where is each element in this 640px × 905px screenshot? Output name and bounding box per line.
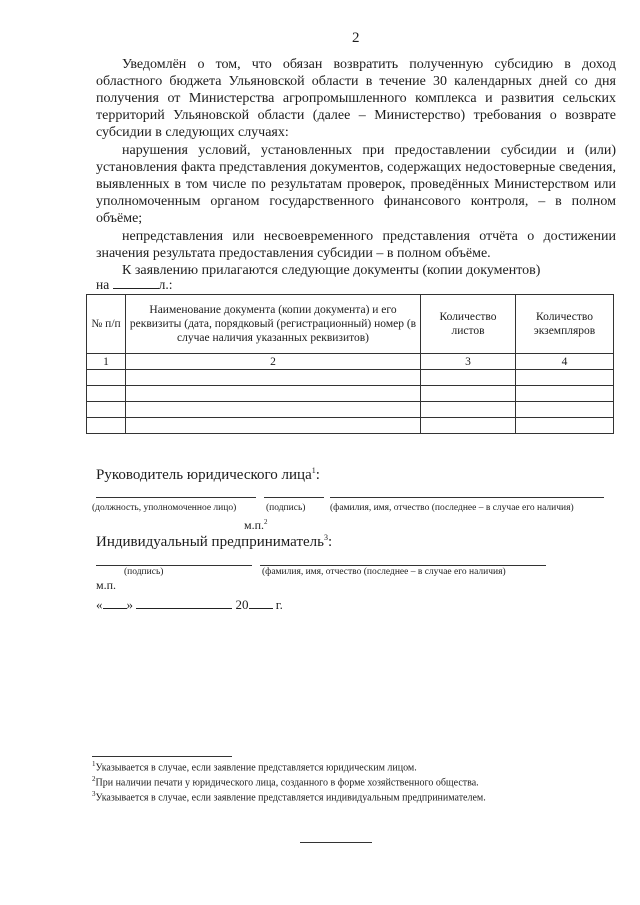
date-month-blank[interactable]: [136, 596, 232, 609]
attachments-text: К заявлению прилагаются следующие документы (копии документов): [122, 263, 541, 278]
index-cell-2: 2: [126, 354, 421, 370]
footnote-2: [92, 775, 479, 788]
documents-table: [86, 294, 614, 434]
page-number: 2: [352, 30, 360, 46]
case1-paragraph: [96, 142, 616, 227]
intro-paragraph: [96, 56, 616, 141]
date-year-blank[interactable]: [249, 596, 273, 609]
sheet-count-suffix: л.:: [158, 277, 173, 292]
ip-title-text: Индивидуальный предприниматель: [96, 534, 324, 550]
ip-caption-signature: (подпись): [124, 567, 164, 577]
table-header-row: [87, 295, 614, 354]
ip-signature-title: Индивидуальный предприниматель$^3$:: [96, 533, 333, 550]
stamp-footnote-mark: 2: [264, 518, 268, 526]
signature-line[interactable]: [264, 497, 324, 498]
table-cell[interactable]: [126, 370, 421, 386]
footnote-text: Указывается в случае, если заявление представляется индивидуальным предпринимателем.: [95, 792, 486, 804]
table-cell[interactable]: [516, 370, 614, 386]
table-cell[interactable]: [126, 418, 421, 434]
footnote-1: [92, 760, 417, 773]
table-cell[interactable]: [421, 370, 516, 386]
table-cell[interactable]: [126, 402, 421, 418]
case2-paragraph: [96, 228, 616, 262]
intro-text: Уведомлён о том, что обязан возвратить полученную субсидию в доход областного бюджета Ульяновской области в течение 30 календарных дней со дня получения от Министерства агропромышленного комплекса и развития сельских территорий Ульяновской области (далее – Министерство) требования о возврате субсидии в следующих случаях:: [96, 57, 616, 140]
table-cell[interactable]: [421, 386, 516, 402]
sheet-count-prefix: на: [96, 277, 110, 292]
footnote-separator: [92, 756, 232, 757]
caption-signature: (подпись): [266, 503, 306, 513]
date-open-quote: «: [96, 597, 103, 612]
footnote-text: При наличии печати у юридического лица, созданного в форме хозяйственного общества.: [95, 777, 479, 789]
footnote-text: Указывается в случае, если заявление представляется юридическим лицом.: [95, 762, 417, 774]
head-title-footnote-mark: 1: [311, 466, 316, 475]
header-document-name: Наименование документа (копии документа) и его реквизиты (дата, порядковый (регистрационный) номер (в случае наличия указанных реквизитов): [126, 295, 421, 354]
date-day-blank[interactable]: [103, 596, 127, 609]
footnote-mark: 3: [92, 790, 96, 798]
caption-position: (должность, уполномоченное лицо): [92, 503, 237, 513]
header-copies: Количество экземпляров: [516, 295, 614, 354]
date-close-quote: »: [126, 597, 133, 612]
index-cell-1: 1: [87, 354, 126, 370]
index-cell-3: 3: [421, 354, 516, 370]
table-row: [87, 402, 614, 418]
date-line: [96, 596, 283, 613]
footnote-mark: 2: [92, 775, 96, 783]
name-line[interactable]: [330, 497, 604, 498]
head-signature-title: Руководитель юридического лица$^1$:: [96, 466, 320, 483]
table-cell[interactable]: [87, 386, 126, 402]
header-number: № п/п: [87, 295, 126, 354]
table-row: [87, 418, 614, 434]
table-cell[interactable]: [87, 370, 126, 386]
attachments-paragraph: [96, 262, 616, 279]
closing-rule: [300, 842, 372, 843]
date-year-prefix: 20: [235, 597, 249, 612]
footnote-3: [92, 790, 486, 803]
caption-name: (фамилия, имя, отчество (последнее – в случае его наличия): [330, 503, 574, 513]
table-cell[interactable]: [516, 386, 614, 402]
table-cell[interactable]: [516, 418, 614, 434]
table-row: [87, 370, 614, 386]
table-cell[interactable]: [421, 418, 516, 434]
table-cell[interactable]: [516, 402, 614, 418]
ip-signature-line[interactable]: [96, 565, 252, 566]
table-cell[interactable]: [87, 418, 126, 434]
position-line[interactable]: [96, 497, 256, 498]
date-year-suffix: г.: [275, 597, 283, 612]
stamp-text: м.п.: [244, 518, 265, 532]
table-cell[interactable]: [421, 402, 516, 418]
head-title-text: Руководитель юридического лица: [96, 467, 312, 483]
stamp-label: [244, 518, 268, 533]
case1-text: нарушения условий, установленных при предоставлении субсидии и (или) установления факта представления документов, содержащих недостоверные сведения, выявленных в том числе по результатам проверок, проведённых Министерством или уполномоченным органом государственного финансового контроля, – в полном объёме;: [96, 143, 616, 226]
case2-text: непредставления или несвоевременного представления отчёта о достижении значения результата предоставления субсидии – в полном объёме.: [96, 229, 616, 261]
table-cell[interactable]: [126, 386, 421, 402]
ip-title-footnote-mark: 3: [324, 533, 328, 542]
ip-stamp-label: м.п.: [96, 578, 117, 592]
table-cell[interactable]: [87, 402, 126, 418]
footnote-mark: 1: [92, 760, 96, 768]
table-index-row: [87, 354, 614, 370]
ip-caption-name: (фамилия, имя, отчество (последнее – в случае его наличия): [262, 567, 506, 577]
sheet-count-blank[interactable]: [113, 276, 159, 289]
table-row: [87, 386, 614, 402]
index-cell-4: 4: [516, 354, 614, 370]
ip-name-line[interactable]: [260, 565, 546, 566]
sheet-count-line: [96, 276, 172, 293]
header-sheets: Количество листов: [421, 295, 516, 354]
